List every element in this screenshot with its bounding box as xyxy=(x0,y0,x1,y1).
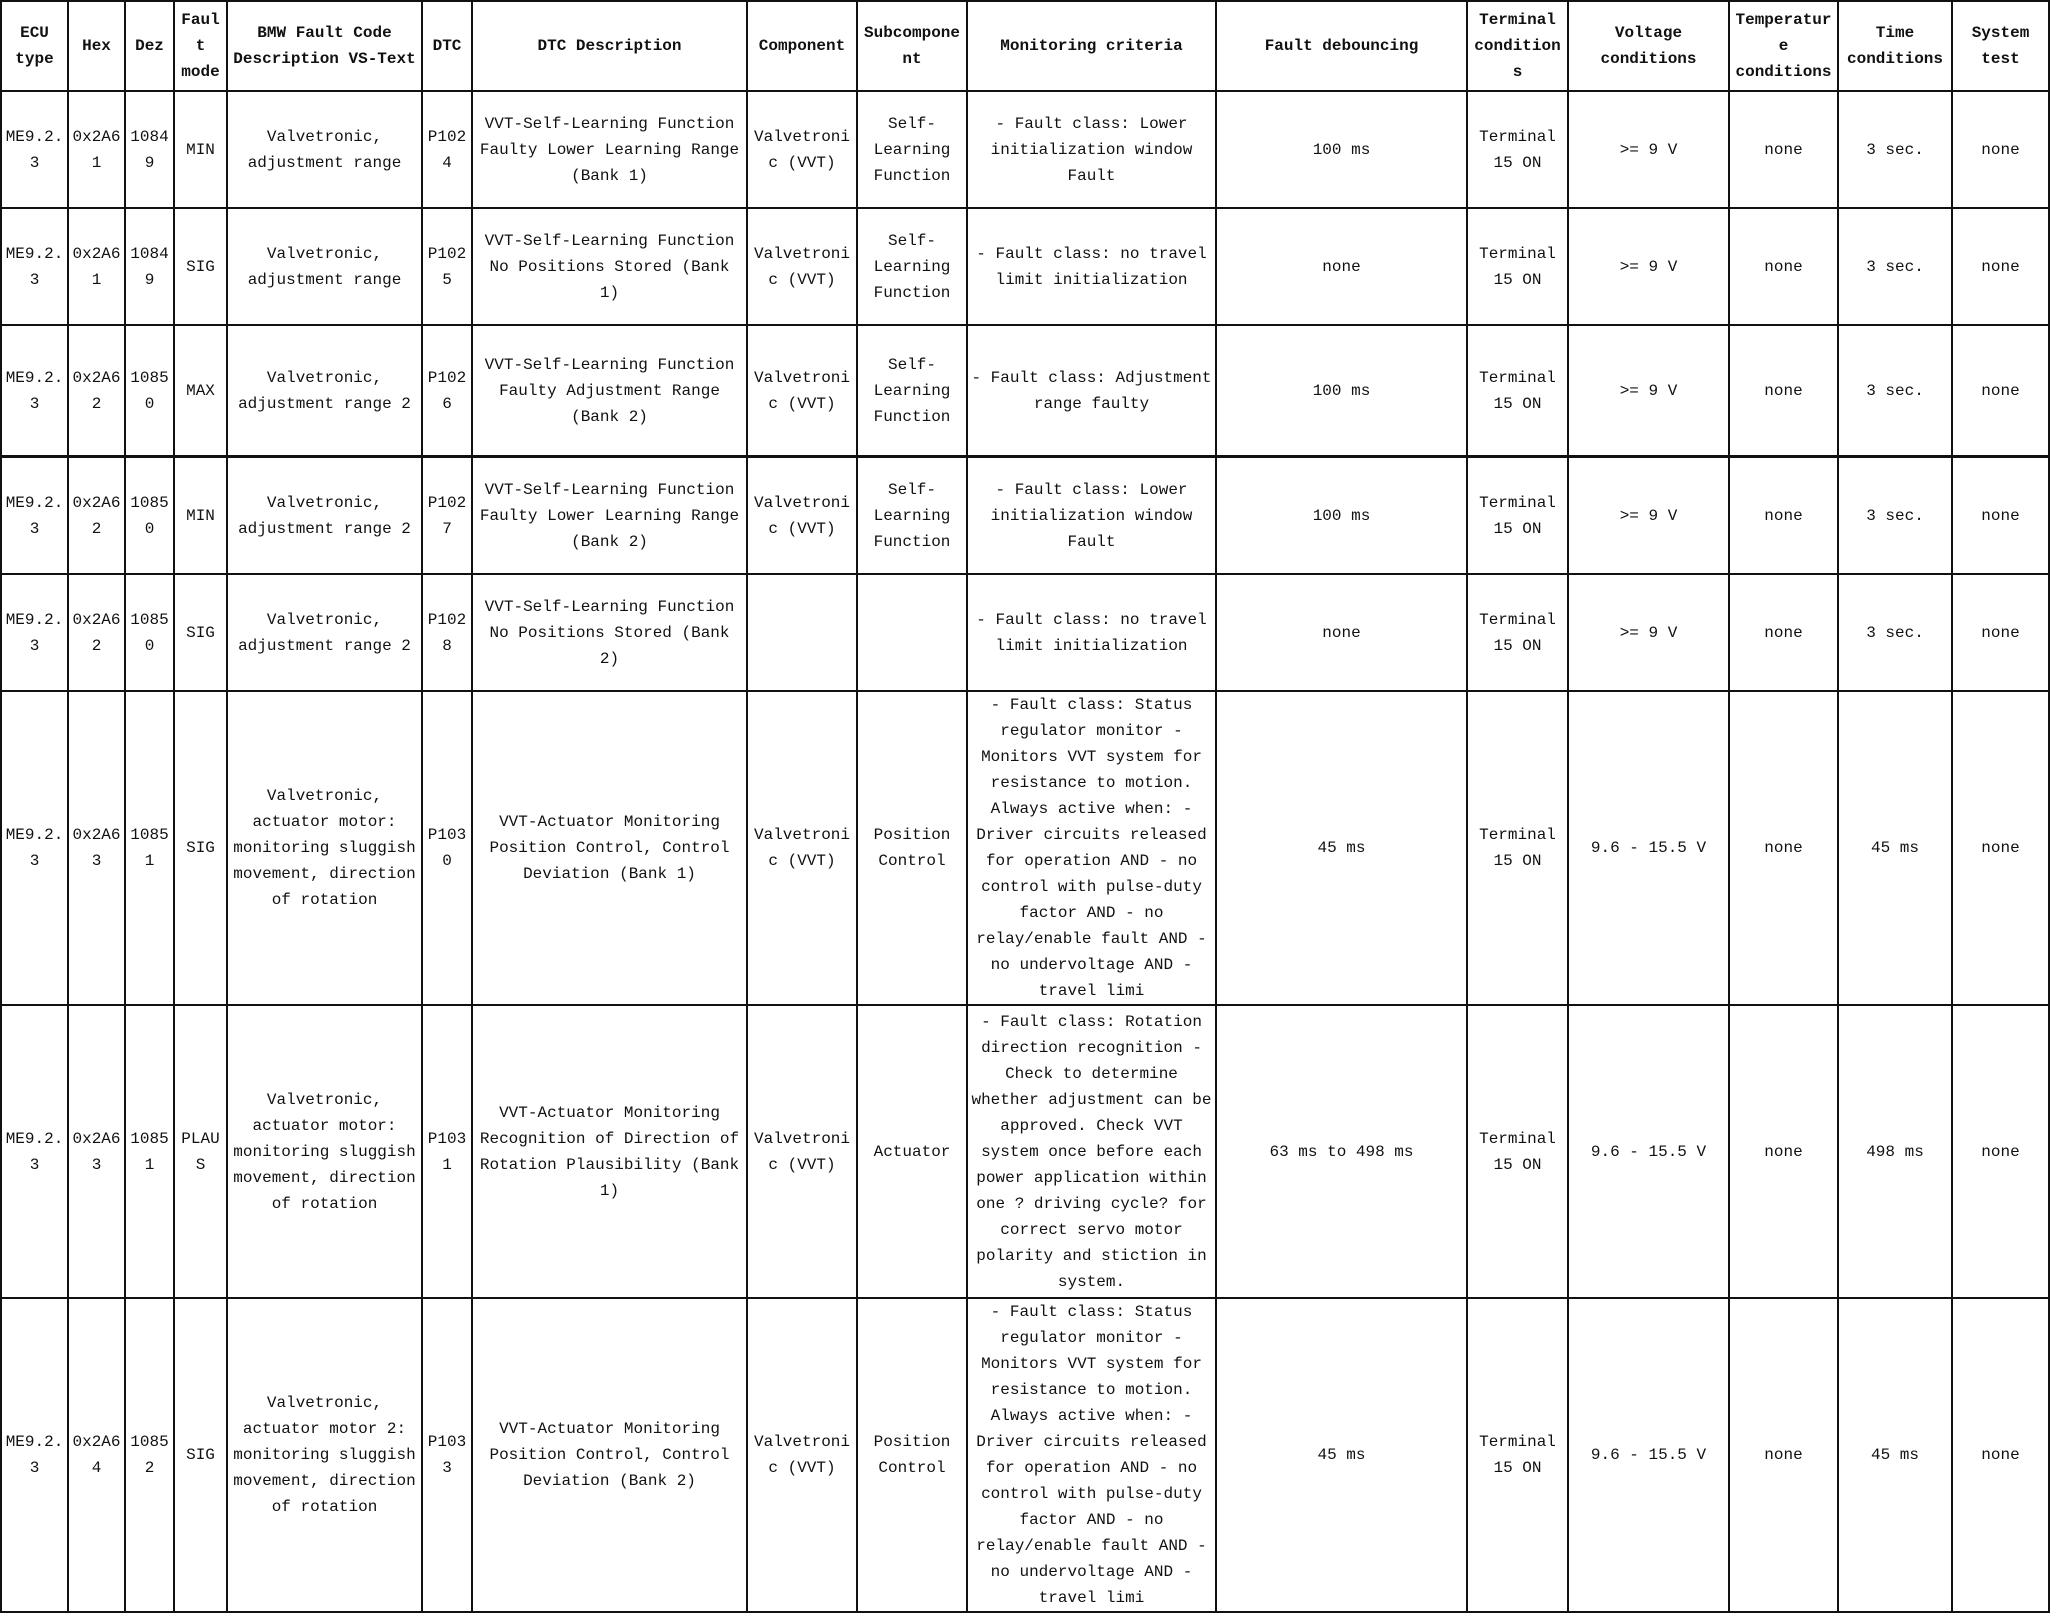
cell-terminal-conditions: Terminal 15 ON xyxy=(1467,325,1568,457)
cell-fault-debouncing: 100 ms xyxy=(1216,325,1467,457)
cell-subcomponent: Self-Learning Function xyxy=(857,325,967,457)
cell-time-conditions: 45 ms xyxy=(1838,1298,1952,1612)
header-subcomponent: Subcomponent xyxy=(857,1,967,91)
cell-component: Valvetronic (VVT) xyxy=(747,457,857,575)
cell-hex: 0x2A64 xyxy=(68,1298,125,1612)
cell-time-conditions: 498 ms xyxy=(1838,1005,1952,1298)
header-dtc: DTC xyxy=(422,1,472,91)
cell-dtc: P1024 xyxy=(422,91,472,208)
cell-temperature-conditions: none xyxy=(1729,1005,1838,1298)
cell-voltage-conditions: 9.6 - 15.5 V xyxy=(1568,1298,1729,1612)
cell-system-test: none xyxy=(1952,574,2049,691)
cell-fault-debouncing: 45 ms xyxy=(1216,691,1467,1005)
cell-dtc-description: VVT-Self-Learning Function No Positions Stored (Bank 1) xyxy=(472,208,747,325)
cell-subcomponent: Self-Learning Function xyxy=(857,208,967,325)
cell-voltage-conditions: >= 9 V xyxy=(1568,91,1729,208)
cell-bmw-description: Valvetronic, adjustment range xyxy=(227,91,422,208)
cell-component: Valvetronic (VVT) xyxy=(747,691,857,1005)
cell-fault-mode: SIG xyxy=(174,691,227,1005)
cell-fault-mode: SIG xyxy=(174,574,227,691)
header-row xyxy=(1,1,2049,91)
cell-dtc-description: VVT-Self-Learning Function Faulty Adjustment Range (Bank 2) xyxy=(472,325,747,457)
cell-dtc: P1031 xyxy=(422,1005,472,1298)
cell-dtc-description: VVT-Actuator Monitoring Position Control, Control Deviation (Bank 1) xyxy=(472,691,747,1005)
cell-hex: 0x2A62 xyxy=(68,574,125,691)
header-voltage-conditions: Voltage conditions xyxy=(1568,1,1729,91)
cell-fault-debouncing: 63 ms to 498 ms xyxy=(1216,1005,1467,1298)
cell-system-test: none xyxy=(1952,691,2049,1005)
cell-hex: 0x2A62 xyxy=(68,457,125,575)
cell-subcomponent: Actuator xyxy=(857,1005,967,1298)
cell-temperature-conditions: none xyxy=(1729,1298,1838,1612)
cell-time-conditions: 3 sec. xyxy=(1838,208,1952,325)
cell-system-test: none xyxy=(1952,91,2049,208)
cell-fault-mode: MAX xyxy=(174,325,227,457)
header-terminal-conditions: Terminal conditions xyxy=(1467,1,1568,91)
header-temperature-conditions: Temperature conditions xyxy=(1729,1,1838,91)
cell-dtc-description: VVT-Actuator Monitoring Recognition of Direction of Rotation Plausibility (Bank 1) xyxy=(472,1005,747,1298)
cell-time-conditions: 3 sec. xyxy=(1838,574,1952,691)
cell-fault-mode: SIG xyxy=(174,1298,227,1612)
cell-monitoring-criteria: - Fault class: Rotation direction recognition - Check to determine whether adjustment can be approved. Check VVT system once before each power application within one ? driving cycle? for correct servo motor polarity and stiction in system. xyxy=(967,1005,1216,1298)
cell-bmw-description: Valvetronic, actuator motor 2: monitoring sluggish movement, direction of rotation xyxy=(227,1298,422,1612)
cell-terminal-conditions: Terminal 15 ON xyxy=(1467,1298,1568,1612)
cell-dez: 10849 xyxy=(125,208,174,325)
cell-ecu-type: ME9.2.3 xyxy=(1,457,68,575)
cell-component xyxy=(747,574,857,691)
cell-voltage-conditions: 9.6 - 15.5 V xyxy=(1568,1005,1729,1298)
cell-system-test: none xyxy=(1952,457,2049,575)
cell-hex: 0x2A62 xyxy=(68,325,125,457)
cell-time-conditions: 3 sec. xyxy=(1838,325,1952,457)
cell-dtc-description: VVT-Self-Learning Function No Positions Stored (Bank 2) xyxy=(472,574,747,691)
cell-ecu-type: ME9.2.3 xyxy=(1,91,68,208)
table-row xyxy=(1,91,2049,208)
cell-subcomponent: Self-Learning Function xyxy=(857,91,967,208)
cell-bmw-description: Valvetronic, adjustment range 2 xyxy=(227,325,422,457)
cell-bmw-description: Valvetronic, adjustment range 2 xyxy=(227,574,422,691)
cell-system-test: none xyxy=(1952,208,2049,325)
cell-monitoring-criteria: - Fault class: Lower initialization window Fault xyxy=(967,457,1216,575)
cell-hex: 0x2A63 xyxy=(68,691,125,1005)
cell-dez: 10850 xyxy=(125,457,174,575)
cell-fault-debouncing: 100 ms xyxy=(1216,457,1467,575)
cell-monitoring-criteria: - Fault class: Status regulator monitor - Monitors VVT system for resistance to motion. Always active when: - Driver circuits released for operation AND - no control with pulse-duty factor AND - no relay/enable fault AND - no undervoltage AND -travel limi xyxy=(967,691,1216,1005)
header-monitoring-criteria: Monitoring criteria xyxy=(967,1,1216,91)
cell-component: Valvetronic (VVT) xyxy=(747,325,857,457)
cell-component: Valvetronic (VVT) xyxy=(747,91,857,208)
cell-subcomponent: Self-Learning Function xyxy=(857,457,967,575)
cell-fault-mode: MIN xyxy=(174,91,227,208)
cell-monitoring-criteria: - Fault class: no travel limit initialization xyxy=(967,574,1216,691)
cell-dez: 10850 xyxy=(125,574,174,691)
cell-terminal-conditions: Terminal 15 ON xyxy=(1467,691,1568,1005)
cell-component: Valvetronic (VVT) xyxy=(747,1005,857,1298)
cell-ecu-type: ME9.2.3 xyxy=(1,1005,68,1298)
table-row xyxy=(1,457,2049,575)
cell-hex: 0x2A61 xyxy=(68,208,125,325)
cell-dtc-description: VVT-Self-Learning Function Faulty Lower Learning Range (Bank 2) xyxy=(472,457,747,575)
cell-dtc: P1030 xyxy=(422,691,472,1005)
cell-monitoring-criteria: - Fault class: no travel limit initialization xyxy=(967,208,1216,325)
table-row xyxy=(1,1005,2049,1298)
cell-dez: 10849 xyxy=(125,91,174,208)
cell-bmw-description: Valvetronic, actuator motor: monitoring sluggish movement, direction of rotation xyxy=(227,691,422,1005)
cell-hex: 0x2A63 xyxy=(68,1005,125,1298)
header-fault-mode: Fault mode xyxy=(174,1,227,91)
cell-fault-debouncing: 45 ms xyxy=(1216,1298,1467,1612)
cell-fault-mode: MIN xyxy=(174,457,227,575)
cell-voltage-conditions: 9.6 - 15.5 V xyxy=(1568,691,1729,1005)
header-hex: Hex xyxy=(68,1,125,91)
cell-ecu-type: ME9.2.3 xyxy=(1,1298,68,1612)
cell-monitoring-criteria: - Fault class: Adjustment range faulty xyxy=(967,325,1216,457)
cell-dtc: P1028 xyxy=(422,574,472,691)
cell-voltage-conditions: >= 9 V xyxy=(1568,574,1729,691)
cell-bmw-description: Valvetronic, adjustment range xyxy=(227,208,422,325)
cell-dez: 10851 xyxy=(125,691,174,1005)
cell-temperature-conditions: none xyxy=(1729,91,1838,208)
cell-component: Valvetronic (VVT) xyxy=(747,208,857,325)
cell-terminal-conditions: Terminal 15 ON xyxy=(1467,457,1568,575)
cell-terminal-conditions: Terminal 15 ON xyxy=(1467,208,1568,325)
cell-dez: 10852 xyxy=(125,1298,174,1612)
header-fault-debouncing: Fault debouncing xyxy=(1216,1,1467,91)
cell-fault-debouncing: none xyxy=(1216,208,1467,325)
cell-dtc: P1027 xyxy=(422,457,472,575)
cell-ecu-type: ME9.2.3 xyxy=(1,325,68,457)
cell-voltage-conditions: >= 9 V xyxy=(1568,325,1729,457)
cell-time-conditions: 3 sec. xyxy=(1838,457,1952,575)
table-row xyxy=(1,691,2049,1005)
cell-hex: 0x2A61 xyxy=(68,91,125,208)
cell-dtc-description: VVT-Self-Learning Function Faulty Lower Learning Range (Bank 1) xyxy=(472,91,747,208)
cell-terminal-conditions: Terminal 15 ON xyxy=(1467,574,1568,691)
cell-dtc: P1026 xyxy=(422,325,472,457)
table-row xyxy=(1,325,2049,457)
table-row xyxy=(1,574,2049,691)
cell-temperature-conditions: none xyxy=(1729,208,1838,325)
header-system-test: System test xyxy=(1952,1,2049,91)
table-row xyxy=(1,208,2049,325)
cell-temperature-conditions: none xyxy=(1729,457,1838,575)
cell-dtc: P1025 xyxy=(422,208,472,325)
cell-ecu-type: ME9.2.3 xyxy=(1,574,68,691)
cell-monitoring-criteria: - Fault class: Lower initialization window Fault xyxy=(967,91,1216,208)
cell-dez: 10850 xyxy=(125,325,174,457)
cell-ecu-type: ME9.2.3 xyxy=(1,691,68,1005)
header-time-conditions: Time conditions xyxy=(1838,1,1952,91)
table-row xyxy=(1,1298,2049,1612)
cell-terminal-conditions: Terminal 15 ON xyxy=(1467,1005,1568,1298)
cell-component: Valvetronic (VVT) xyxy=(747,1298,857,1612)
header-dez: Dez xyxy=(125,1,174,91)
cell-temperature-conditions: none xyxy=(1729,574,1838,691)
cell-subcomponent: Position Control xyxy=(857,691,967,1005)
cell-system-test: none xyxy=(1952,1298,2049,1612)
cell-bmw-description: Valvetronic, actuator motor: monitoring sluggish movement, direction of rotation xyxy=(227,1005,422,1298)
cell-time-conditions: 3 sec. xyxy=(1838,91,1952,208)
cell-fault-mode: PLAUS xyxy=(174,1005,227,1298)
cell-fault-debouncing: 100 ms xyxy=(1216,91,1467,208)
header-component: Component xyxy=(747,1,857,91)
cell-fault-debouncing: none xyxy=(1216,574,1467,691)
header-dtc-description: DTC Description xyxy=(472,1,747,91)
cell-ecu-type: ME9.2.3 xyxy=(1,208,68,325)
cell-terminal-conditions: Terminal 15 ON xyxy=(1467,91,1568,208)
cell-temperature-conditions: none xyxy=(1729,691,1838,1005)
cell-system-test: none xyxy=(1952,325,2049,457)
cell-subcomponent xyxy=(857,574,967,691)
cell-temperature-conditions: none xyxy=(1729,325,1838,457)
header-bmw-description: BMW Fault Code Description VS-Text xyxy=(227,1,422,91)
header-ecu-type: ECU type xyxy=(1,1,68,91)
cell-system-test: none xyxy=(1952,1005,2049,1298)
cell-dtc-description: VVT-Actuator Monitoring Position Control, Control Deviation (Bank 2) xyxy=(472,1298,747,1612)
cell-dez: 10851 xyxy=(125,1005,174,1298)
cell-voltage-conditions: >= 9 V xyxy=(1568,208,1729,325)
cell-dtc: P1033 xyxy=(422,1298,472,1612)
cell-bmw-description: Valvetronic, adjustment range 2 xyxy=(227,457,422,575)
cell-time-conditions: 45 ms xyxy=(1838,691,1952,1005)
cell-voltage-conditions: >= 9 V xyxy=(1568,457,1729,575)
cell-fault-mode: SIG xyxy=(174,208,227,325)
cell-monitoring-criteria: - Fault class: Status regulator monitor - Monitors VVT system for resistance to motion. Always active when: - Driver circuits released for operation AND - no control with pulse-duty factor AND - no relay/enable fault AND - no undervoltage AND -travel limi xyxy=(967,1298,1216,1612)
cell-subcomponent: Position Control xyxy=(857,1298,967,1612)
